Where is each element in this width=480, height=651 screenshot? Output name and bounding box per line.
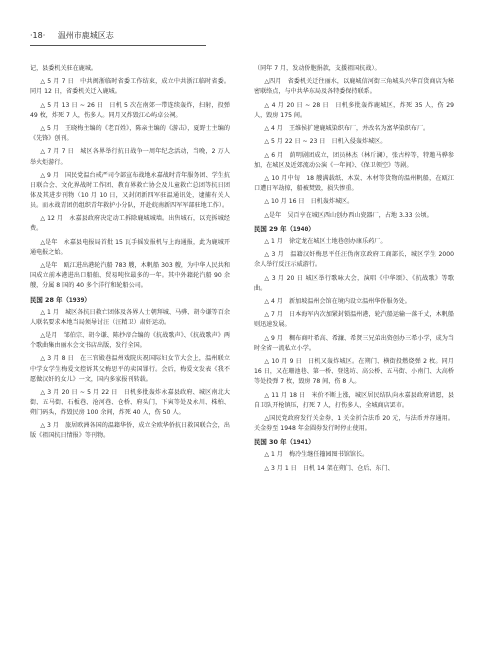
chronicle-entry: △四月 省委机关迁往丽水，以鹿城信河街三角城头兴华百货商店为秘密联络点，与中共华东局及各特委保持联系。 <box>254 78 454 96</box>
book-title: 温州市鹿城区志 <box>57 31 114 40</box>
chronicle-entry: △ 3 月 20 日 ~ 5 月 22 日 日机多批轰炸永嘉县政府、城区南北大街、五马街、石板巷、沧河巷、仓桥、府头门，下寅等处及永川、株柏、朔门码头，炸毁民房 100 余间，炸死 40 人，伤 50 人。 <box>30 388 230 417</box>
year-heading <box>30 295 230 305</box>
chronicle-entry: △ 7 月 7 日 城区各界举行抗日战争一周年纪念活动，当晚，2 万人举火炬游行。 <box>30 148 230 166</box>
chronicle-entry: △ 10 月中旬 18 艘满载纸、木炭、木材等货物的温州帆船，在瓯江口遭日军劫掠，船被焚毁，损失惨重。 <box>254 174 454 193</box>
chronicle-entry: △ 3 月 旅居欧洲各国的温籍华侨，成立全欧华侨抗日救国联合会，出版《祖国抗日情报》等刊物。 <box>30 422 230 440</box>
page-header <box>30 30 206 46</box>
chronicle-entry: △是年 永嘉县电报局首批 15 瓦手摇发报机与上海通报，此为鹿城开通电报之始。 <box>30 238 230 256</box>
chronicle-entry: 记，县委机关驻在鹿城。 <box>30 65 98 72</box>
chronicle-entry: △ 9 月 稠布商叶希高、希濂、希贤三兄弟出资创办三希小学，成为当时全省一流私立小学。 <box>254 334 454 352</box>
chronicle-entry: △ 3 月 1 日 日机 14 架在朔门、仓后、东门、 <box>264 464 394 472</box>
chronicle-entry: △ 1 月 城区各抗日救亡团体及各界人士朝拜城、马骅、胡今谦等百余人联名要求本地当局须导讨汪（汪精卫）肃奸运动。 <box>30 308 230 326</box>
chronicle-entry: △ 5 月 7 日 中共闽浙临时省委工作结束，成立中共浙江临时省委。同月 12 日，省委机关迁入鹿城。 <box>30 78 230 96</box>
chronicle-entry: △ 7 月 日本海军内次加紧封锁温州港，轮汽船运输一落千丈，木帆船则迅速发展。 <box>254 311 454 329</box>
chronicle-entry: △ 3 月 20 日 城区举行歌咏大会，演唱《中华颂》、《抗战歌》等歌曲。 <box>254 274 454 292</box>
year-heading <box>254 437 454 447</box>
chronicle-entry: △ 1 月 梅冷生继任籀园图书馆馆长。 <box>264 451 369 459</box>
chronicle-entry: △ 4 月 王维侯扩建鹿城染织布厂，并改名为富华染织布厂。 <box>264 125 430 133</box>
chronicle-entry: △是月 邹伯宗、胡今谦、陈抄帝合编的《抗战歌声》、《抗战歌声》两个歌曲集由丽水会文书店出版，发行全国。 <box>30 332 230 350</box>
page-number: ·18· <box>30 31 46 40</box>
year-heading-number: （1940） <box>286 224 315 233</box>
year-heading-text: 民国 30 年 <box>254 438 287 447</box>
chronicle-entry: △ 10 月 16 日 日机轰炸城区。 <box>264 198 354 206</box>
chronicle-entry: △ 6 月 荫明剧团成立，团员林杰（林斤澜），张古梓等，特邀马骅参加，在城区及近郊流动公演《一年间》、《保卫领空》等剧。 <box>254 151 454 169</box>
chronicle-entry: △ 12 月 永嘉县政府决定动工拆除鹿城城墙。出售城石，以充拆城经费。 <box>30 215 230 233</box>
year-heading-number: （1941） <box>286 438 315 447</box>
year-heading-number: （1939） <box>62 295 91 304</box>
chronicle-entry: △ 11 月 18 日 米价不断上涨，城区居民结队向永嘉县政府请愿，县自卫队开枪镇压，打死 7 人，打伤多人，全城商店罢市。 <box>254 391 454 409</box>
chronicle-entry: （同年 7 月，发动侨胞捐款，支援祖国抗战）。 <box>254 65 381 72</box>
chronicle-entry: △ 5 月 22 日 ~ 23 日 日机入侵轰炸城区。 <box>264 138 387 146</box>
chronicle-entry: △ 1 月 徐定龙在城区土地巷创办康乐药厂。 <box>264 238 387 245</box>
chronicle-entry: △ 3 月 8 日 在三官殿巷温州戏院庆祝国际妇女节大会上，温州联立中学女学生梅爱文控诉其父梅思平的卖国罪行。会后，梅爱文发表《我不愿做汉奸的女儿》一文，国内多家报刊转载。 <box>30 355 230 383</box>
chronicle-entry: △ 9 月 国民党温台戒严司令部宣布战地永嘉战时青年服务团、学生抗日联合会、文化界战时工作团、教育界救亡协会及儿童救亡总团等抗日团体及其进步刊物（10 月 10 日，又封闭新四军驻温通讯处，逮捕有关人员。而永战青团仍组织青年救护小分队，开赴皖南新四军军部驻地工作）。 <box>30 171 230 210</box>
year-heading <box>254 224 454 234</box>
left-column <box>30 64 230 445</box>
year-heading-text: 民国 28 年 <box>30 295 63 304</box>
chronicle-entry: △ 5 月 13 日 ~ 26 日 日机 5 次在南郊一带连续轰炸，扫射，投弹 49 枚，炸死 7 人，伤多人。同月又炸毁江心屿卓公祠。 <box>30 101 230 119</box>
right-column <box>254 64 454 477</box>
chronicle-entry: △ 5 月 王晓梅主编的《老百姓》，陈亲主编的《游击》，夏野士主编的《先锋》创刊。 <box>30 125 230 143</box>
chronicle-entry: △ 3 月 温籍汉奸梅思平任汪伪南京政府工商部长，城区学生 2000 余人举行反汪示威游行。 <box>254 251 454 269</box>
chronicle-entry: △国民党政府发行关金券，1 关金折合法币 20 元，与法币并存通用。关金券至 1948 年金圆券发行时停止使用。 <box>254 414 454 432</box>
chronicle-entry: △ 4 月 20 日 ~ 28 日 日机多批轰炸鹿城区，炸死 35 人，伤 29 人，毁房 175 间。 <box>254 101 454 119</box>
chronicle-entry: △ 4 月 新加坡温州会馆在境内设立温州华侨服务处。 <box>264 298 411 306</box>
chronicle-entry: △ 10 月 9 日 日机又轰炸城区。在朔门、横街投燃烧弹 2 枚。同月 16 日，又在珊池巷、第一桥、登选坊、高公桥、五马街、小南门、大高桥等处投弹 7 枚，毁房 78 间，伤 8 人。 <box>254 358 454 386</box>
chronicle-entry: △是年 瓯江进出港轮汽船 783 艘，木帆船 303 艘，为中华人民共和国成立前本港进出口船舶、贸易吨位最多的一年。其中外籍轮汽船 90 余艘，分属 8 国的 40 多个洋行和轮船公司。 <box>30 262 230 290</box>
year-heading-text: 民国 29 年 <box>254 224 287 233</box>
chronicle-entry: △是年 吴百亨在城区西山创办西山瓷器厂，占地 3.33 公顷。 <box>264 211 433 219</box>
